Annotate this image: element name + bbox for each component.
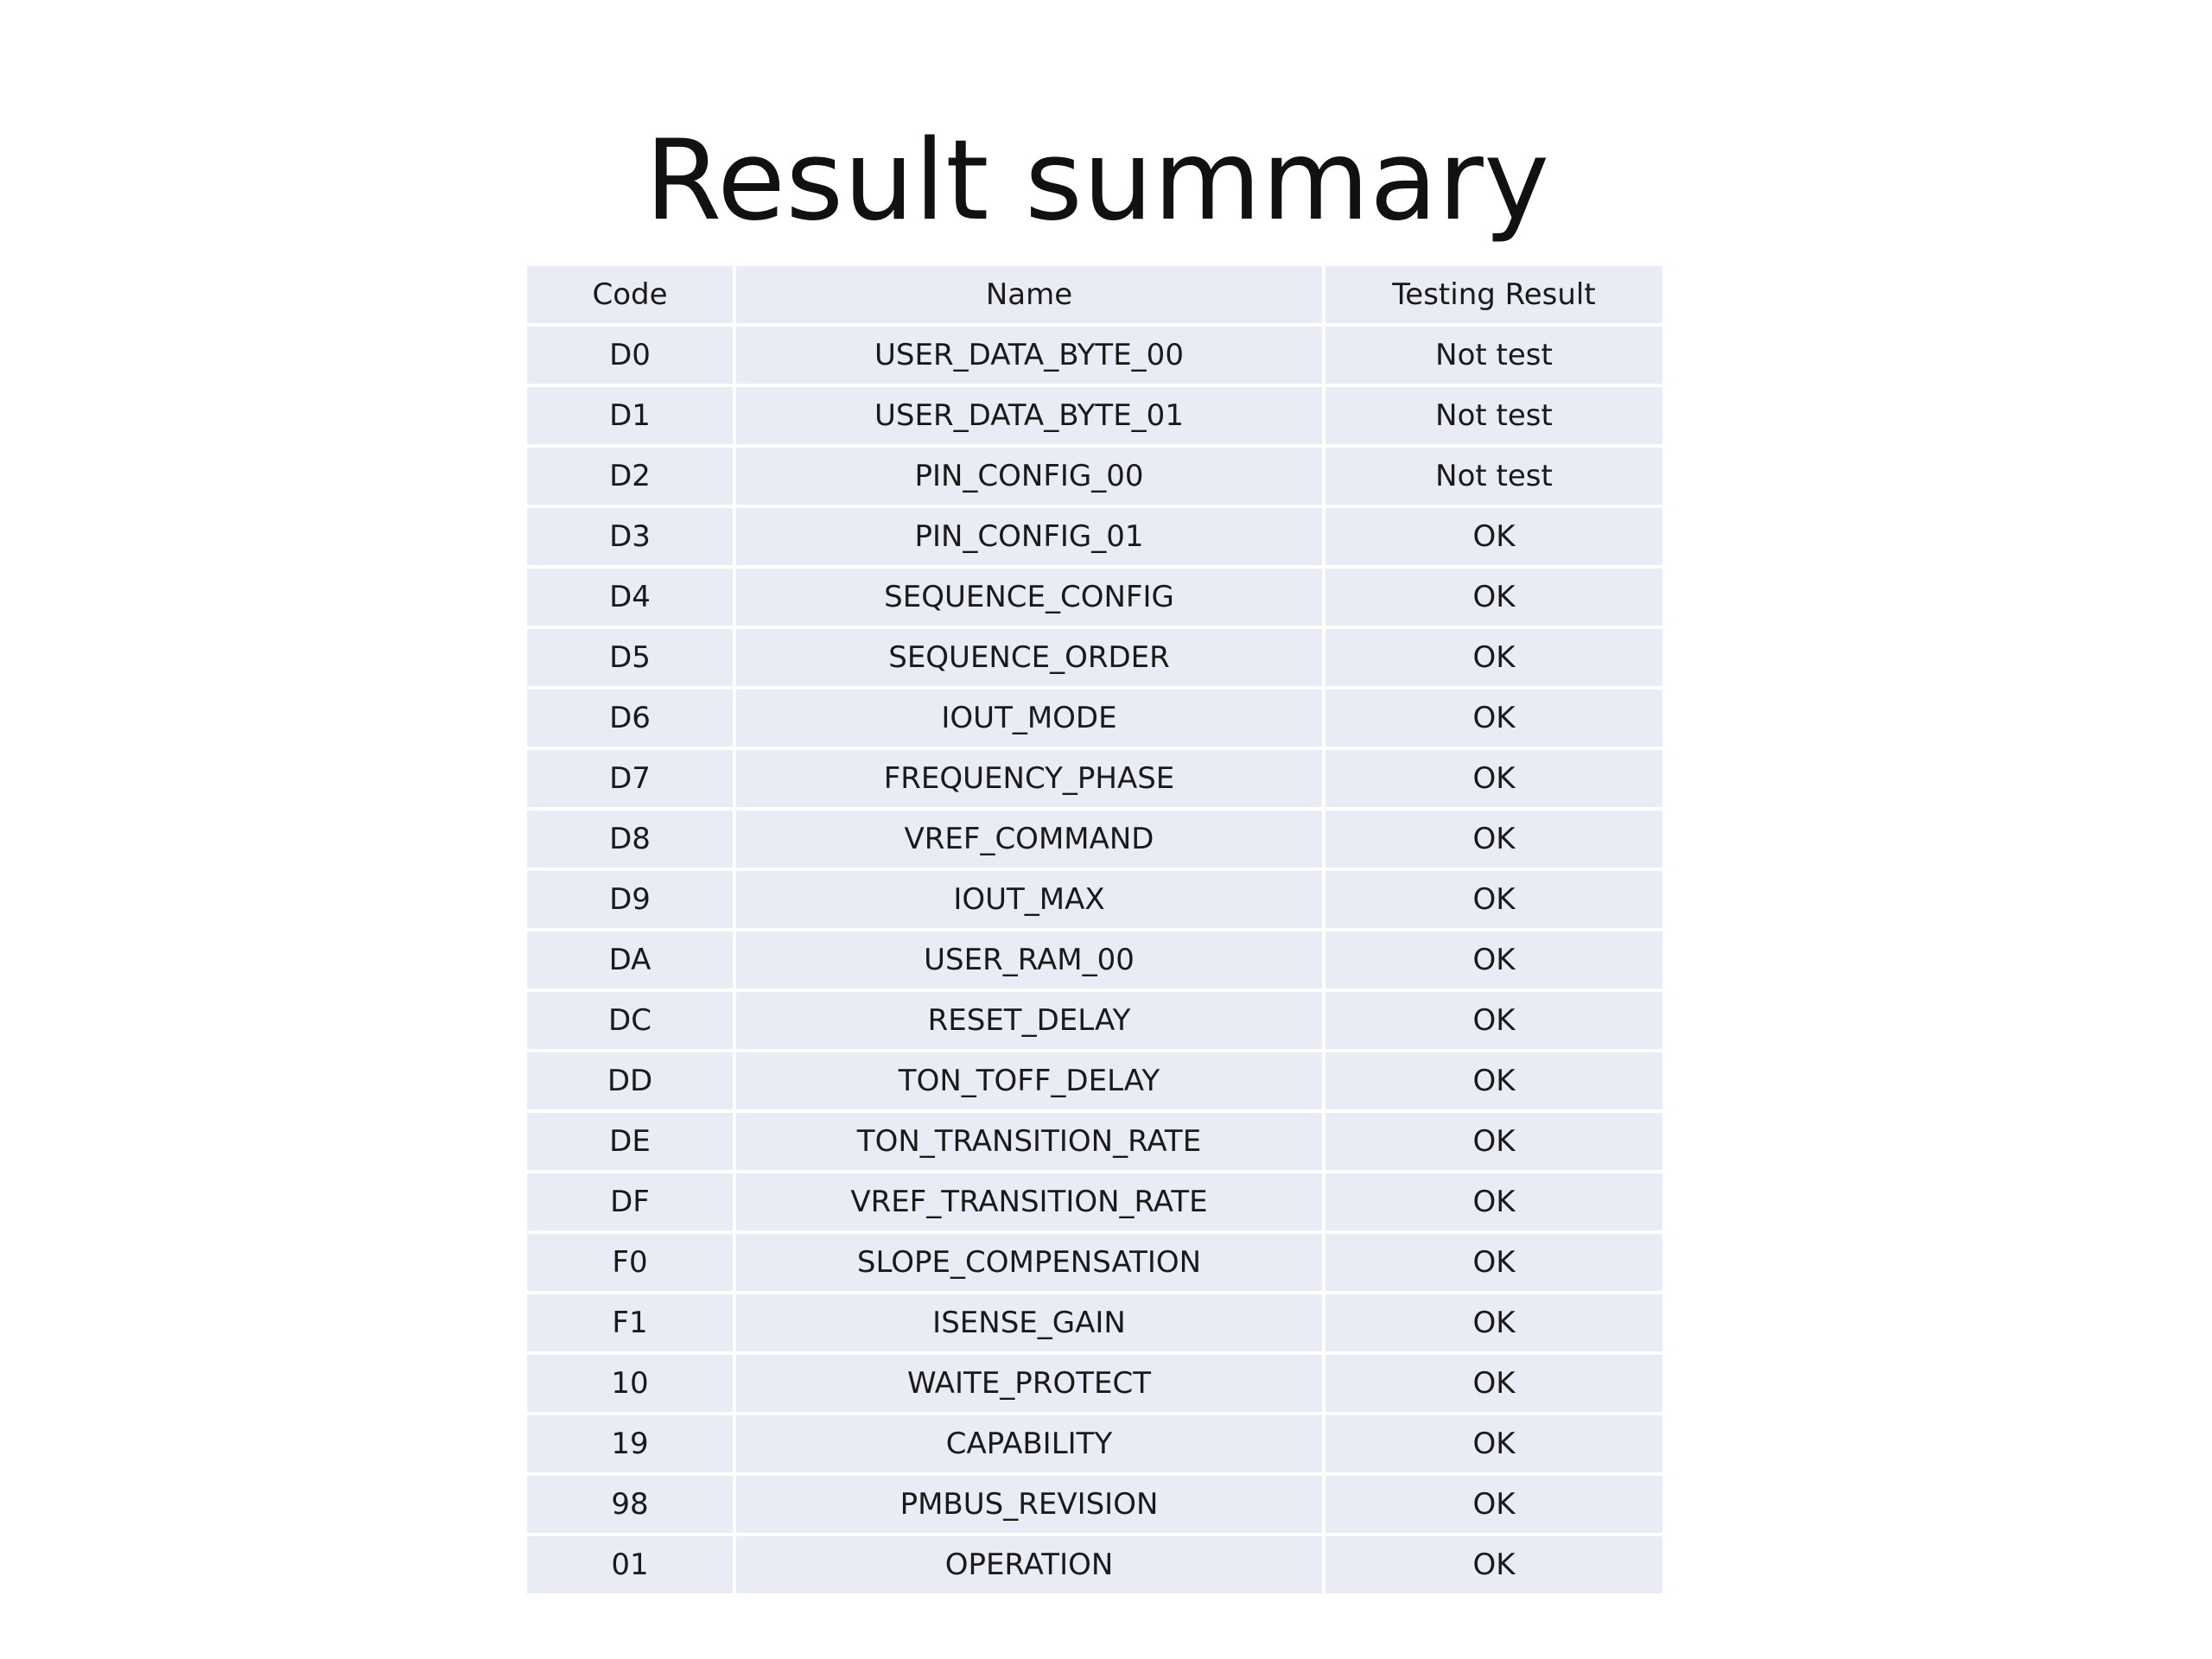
cell-testing-result: OK <box>1325 1294 1662 1351</box>
cell-code: F0 <box>527 1234 733 1291</box>
cell-testing-result: OK <box>1325 1355 1662 1412</box>
cell-code: DE <box>527 1113 733 1170</box>
cell-code: 19 <box>527 1415 733 1472</box>
cell-code: D5 <box>527 629 733 686</box>
cell-name: WAITE_PROTECT <box>736 1355 1322 1412</box>
table-row <box>527 992 1662 1049</box>
table-row <box>527 629 1662 686</box>
cell-code: F1 <box>527 1294 733 1351</box>
table-row <box>527 1113 1662 1170</box>
cell-code: DA <box>527 931 733 988</box>
cell-testing-result: OK <box>1325 1173 1662 1230</box>
cell-name: USER_DATA_BYTE_00 <box>736 327 1322 384</box>
header-code: Code <box>527 266 733 323</box>
cell-testing-result: Not test <box>1325 387 1662 444</box>
cell-code: 98 <box>527 1476 733 1533</box>
result-summary-table <box>524 263 1666 1597</box>
cell-testing-result: OK <box>1325 569 1662 626</box>
cell-code: D7 <box>527 750 733 807</box>
table-row <box>527 690 1662 747</box>
cell-code: D6 <box>527 690 733 747</box>
cell-testing-result: Not test <box>1325 448 1662 505</box>
cell-testing-result: OK <box>1325 1476 1662 1533</box>
header-name: Name <box>736 266 1322 323</box>
slide-title: Result summary <box>645 117 1550 245</box>
cell-name: SEQUENCE_ORDER <box>736 629 1322 686</box>
table-row <box>527 1234 1662 1291</box>
table-row <box>527 810 1662 868</box>
cell-name: SLOPE_COMPENSATION <box>736 1234 1322 1291</box>
cell-testing-result: OK <box>1325 810 1662 868</box>
cell-name: IOUT_MODE <box>736 690 1322 747</box>
cell-testing-result: OK <box>1325 992 1662 1049</box>
table-row <box>527 387 1662 444</box>
cell-name: VREF_TRANSITION_RATE <box>736 1173 1322 1230</box>
cell-code: D2 <box>527 448 733 505</box>
table-row <box>527 1415 1662 1472</box>
cell-testing-result: OK <box>1325 1536 1662 1593</box>
cell-name: TON_TRANSITION_RATE <box>736 1113 1322 1170</box>
cell-code: D8 <box>527 810 733 868</box>
header-testing-result: Testing Result <box>1325 266 1662 323</box>
cell-name: FREQUENCY_PHASE <box>736 750 1322 807</box>
cell-name: PIN_CONFIG_01 <box>736 508 1322 565</box>
cell-code: 10 <box>527 1355 733 1412</box>
cell-name: SEQUENCE_CONFIG <box>736 569 1322 626</box>
table-row <box>527 1536 1662 1593</box>
cell-testing-result: OK <box>1325 1113 1662 1170</box>
table-row <box>527 1173 1662 1230</box>
table-row <box>527 931 1662 988</box>
cell-testing-result: OK <box>1325 750 1662 807</box>
cell-name: RESET_DELAY <box>736 992 1322 1049</box>
table-row <box>527 1294 1662 1351</box>
cell-testing-result: OK <box>1325 1052 1662 1109</box>
cell-testing-result: OK <box>1325 1234 1662 1291</box>
cell-code: DD <box>527 1052 733 1109</box>
cell-code: DC <box>527 992 733 1049</box>
cell-name: CAPABILITY <box>736 1415 1322 1472</box>
cell-name: USER_DATA_BYTE_01 <box>736 387 1322 444</box>
table-row <box>527 327 1662 384</box>
cell-testing-result: Not test <box>1325 327 1662 384</box>
cell-name: VREF_COMMAND <box>736 810 1322 868</box>
cell-name: OPERATION <box>736 1536 1322 1593</box>
cell-code: D0 <box>527 327 733 384</box>
table-row <box>527 508 1662 565</box>
cell-testing-result: OK <box>1325 1415 1662 1472</box>
cell-name: USER_RAM_00 <box>736 931 1322 988</box>
table-row <box>527 448 1662 505</box>
table-row <box>527 1052 1662 1109</box>
table-body <box>527 327 1662 1593</box>
cell-code: D4 <box>527 569 733 626</box>
cell-name: PIN_CONFIG_00 <box>736 448 1322 505</box>
cell-code: D3 <box>527 508 733 565</box>
cell-name: TON_TOFF_DELAY <box>736 1052 1322 1109</box>
table-row <box>527 1476 1662 1533</box>
cell-name: ISENSE_GAIN <box>736 1294 1322 1351</box>
cell-code: 01 <box>527 1536 733 1593</box>
table-header-row <box>527 266 1662 323</box>
cell-code: D9 <box>527 871 733 928</box>
table-row <box>527 1355 1662 1412</box>
cell-testing-result: OK <box>1325 690 1662 747</box>
cell-code: D1 <box>527 387 733 444</box>
cell-code: DF <box>527 1173 733 1230</box>
cell-testing-result: OK <box>1325 871 1662 928</box>
table-row <box>527 750 1662 807</box>
cell-name: PMBUS_REVISION <box>736 1476 1322 1533</box>
cell-testing-result: OK <box>1325 508 1662 565</box>
cell-testing-result: OK <box>1325 931 1662 988</box>
cell-name: IOUT_MAX <box>736 871 1322 928</box>
table-row <box>527 569 1662 626</box>
table-row <box>527 871 1662 928</box>
cell-testing-result: OK <box>1325 629 1662 686</box>
